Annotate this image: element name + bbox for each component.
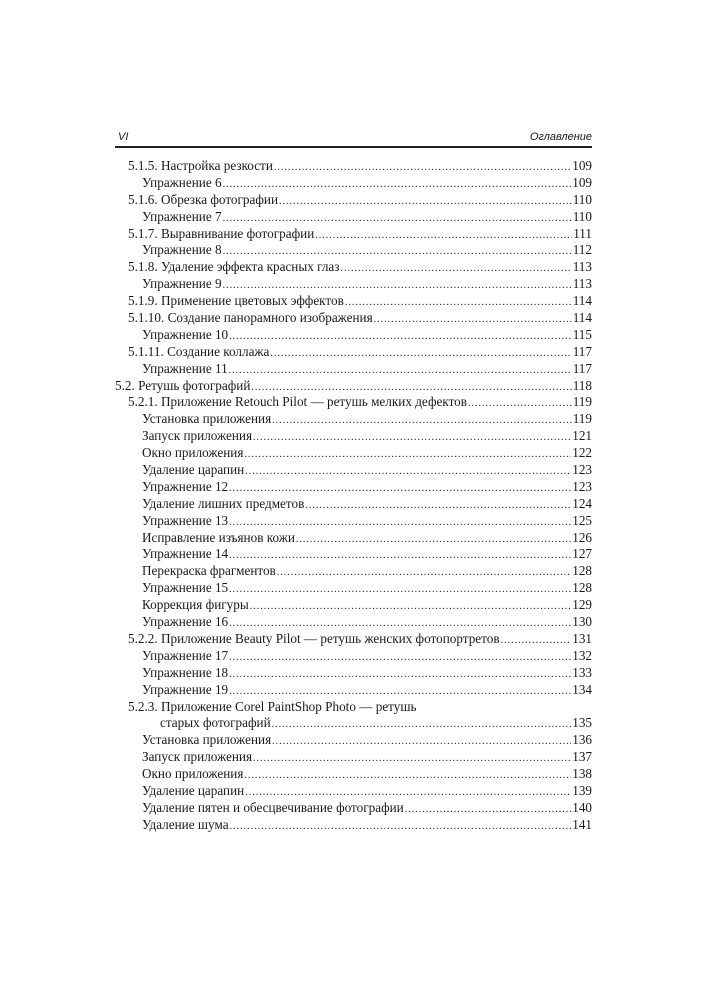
toc-entry[interactable] xyxy=(115,496,592,513)
toc-entry-label: 5.1.10. Создание панорамного изображения xyxy=(128,310,373,326)
toc-entry-page: 118 xyxy=(572,377,592,393)
table-of-contents xyxy=(115,158,592,834)
toc-entry-label: Коррекция фигуры xyxy=(142,597,249,613)
toc-entry[interactable] xyxy=(115,411,592,428)
toc-entry[interactable] xyxy=(115,749,592,766)
toc-entry-page: 114 xyxy=(572,293,592,309)
toc-entry[interactable] xyxy=(115,766,592,783)
dot-leader xyxy=(229,548,571,565)
toc-entry-heading-line xyxy=(115,699,592,716)
toc-entry[interactable] xyxy=(115,614,592,631)
toc-entry-label: Удаление царапин xyxy=(142,782,245,798)
toc-entry[interactable] xyxy=(115,682,592,699)
toc-entry[interactable] xyxy=(115,394,592,411)
toc-entry[interactable] xyxy=(115,192,592,209)
toc-entry-label: 5.2.3. Приложение Corel PaintShop Photo — ретушь xyxy=(128,698,417,714)
toc-entry-page: 123 xyxy=(572,478,592,494)
page-number: VI xyxy=(118,131,129,143)
toc-entry-page: 113 xyxy=(572,276,592,292)
toc-entry[interactable] xyxy=(115,563,592,580)
dot-leader xyxy=(405,802,571,819)
toc-entry-label: Упражнение 17 xyxy=(142,647,229,663)
toc-entry-page: 136 xyxy=(572,732,592,748)
toc-entry-label: Запуск приложения xyxy=(142,749,253,765)
toc-entry-page: 129 xyxy=(572,597,592,613)
toc-entry-label: Упражнение 15 xyxy=(142,580,229,596)
toc-entry[interactable] xyxy=(115,479,592,496)
toc-entry-label: Исправление изъянов кожи xyxy=(142,529,295,545)
toc-entry-label: 5.2.1. Приложение Retouch Pilot — ретушь мелких дефектов xyxy=(128,394,467,410)
toc-entry[interactable] xyxy=(115,665,592,682)
toc-entry-page: 119 xyxy=(572,411,592,427)
toc-entry-page: 110 xyxy=(572,208,592,224)
dot-leader xyxy=(272,413,572,430)
toc-entry-page: 109 xyxy=(572,158,592,173)
toc-entry[interactable] xyxy=(115,259,592,276)
toc-entry-label: Упражнение 9 xyxy=(142,276,222,292)
toc-entry[interactable] xyxy=(115,530,592,547)
dot-leader xyxy=(345,295,572,312)
toc-entry[interactable] xyxy=(115,513,592,530)
toc-entry-page: 122 xyxy=(572,445,592,461)
toc-entry-page: 132 xyxy=(572,647,592,663)
toc-entry-page: 140 xyxy=(572,799,592,815)
toc-entry-page: 121 xyxy=(572,428,592,444)
dot-leader xyxy=(277,565,571,582)
toc-entry-label: Удаление лишних предметов xyxy=(142,495,305,511)
toc-entry[interactable] xyxy=(115,462,592,479)
toc-entry-page: 117 xyxy=(572,343,592,359)
toc-entry-label: Упражнение 8 xyxy=(142,242,222,258)
toc-entry[interactable] xyxy=(115,428,592,445)
dot-leader xyxy=(245,464,571,481)
toc-entry-label: 5.2. Ретушь фотографий xyxy=(115,377,251,393)
dot-leader xyxy=(229,582,571,599)
toc-entry-page: 137 xyxy=(572,749,592,765)
toc-entry-label: 5.1.7. Выравнивание фотографии xyxy=(128,225,315,241)
toc-entry[interactable] xyxy=(115,344,592,361)
running-title: Оглавление xyxy=(529,131,592,143)
dot-leader xyxy=(279,194,572,211)
dot-leader xyxy=(305,498,571,515)
toc-entry-page: 114 xyxy=(572,310,592,326)
toc-entry-label: Упражнение 10 xyxy=(142,326,229,342)
toc-entry-page: 127 xyxy=(572,546,592,562)
toc-entry[interactable] xyxy=(115,276,592,293)
dot-leader xyxy=(270,346,571,363)
toc-entry-page: 125 xyxy=(572,512,592,528)
toc-entry-page: 128 xyxy=(572,563,592,579)
toc-entry-label: Удаление пятен и обесцвечивание фотографии xyxy=(142,799,404,815)
dot-leader xyxy=(230,819,572,836)
toc-entry-page: 126 xyxy=(572,529,592,545)
toc-entry[interactable] xyxy=(115,175,592,192)
toc-entry-page: 115 xyxy=(572,326,592,342)
toc-entry-label: Упражнение 14 xyxy=(142,546,229,562)
dot-leader xyxy=(272,717,572,734)
toc-entry-label: Упражнение 16 xyxy=(142,614,229,630)
toc-entry-label: Установка приложения xyxy=(142,411,272,427)
dot-leader xyxy=(229,667,571,684)
dot-leader xyxy=(468,396,572,413)
toc-entry[interactable] xyxy=(115,648,592,665)
toc-entry[interactable] xyxy=(115,715,592,732)
toc-entry-label: 5.1.11. Создание коллажа xyxy=(128,343,270,359)
toc-entry[interactable] xyxy=(115,783,592,800)
toc-entry[interactable] xyxy=(115,580,592,597)
toc-entry-page: 141 xyxy=(572,816,592,832)
dot-leader xyxy=(341,261,572,278)
toc-entry-page: 138 xyxy=(572,766,592,782)
toc-entry-page: 133 xyxy=(572,664,592,680)
toc-entry[interactable] xyxy=(115,361,592,378)
toc-entry-page: 119 xyxy=(572,394,592,410)
toc-entry-label: 5.1.5. Настройка резкости xyxy=(128,158,273,173)
toc-entry-page: 112 xyxy=(572,242,592,258)
toc-entry[interactable] xyxy=(115,732,592,749)
dot-leader xyxy=(296,532,571,549)
dot-leader xyxy=(374,312,572,329)
toc-entry[interactable] xyxy=(115,158,592,175)
toc-entry-label: 5.2.2. Приложение Beauty Pilot — ретушь женских фотопортретов xyxy=(128,630,500,646)
toc-entry-label: Упражнение 11 xyxy=(142,360,228,376)
toc-entry[interactable] xyxy=(115,226,592,243)
toc-entry-label: 5.1.6. Обрезка фотографии xyxy=(128,191,279,207)
toc-entry-page: 134 xyxy=(572,681,592,697)
toc-entry-page: 123 xyxy=(572,462,592,478)
dot-leader xyxy=(253,751,571,768)
dot-leader xyxy=(229,650,571,667)
toc-entry-label: Упражнение 7 xyxy=(142,208,222,224)
toc-entry-label: старых фотографий xyxy=(160,715,271,731)
toc-entry-label: Упражнение 13 xyxy=(142,512,229,528)
toc-entry-label: Перекраска фрагментов xyxy=(142,563,276,579)
toc-entry[interactable] xyxy=(115,209,592,226)
toc-entry-page: 124 xyxy=(572,495,592,511)
toc-entry-label: Окно приложения xyxy=(142,766,244,782)
toc-entry-label: Упражнение 6 xyxy=(142,174,222,190)
toc-entry-page: 117 xyxy=(572,360,592,376)
toc-entry[interactable] xyxy=(115,597,592,614)
dot-leader xyxy=(253,430,571,447)
toc-entry-page: 131 xyxy=(572,630,592,646)
toc-entry-label: Упражнение 12 xyxy=(142,478,229,494)
dot-leader xyxy=(501,633,572,650)
toc-entry[interactable] xyxy=(115,310,592,327)
toc-entry[interactable] xyxy=(115,800,592,817)
toc-entry-page: 128 xyxy=(572,580,592,596)
toc-entry-label: Окно приложения xyxy=(142,445,244,461)
toc-entry-label: 5.1.9. Применение цветовых эффектов xyxy=(128,293,344,309)
toc-entry-page: 109 xyxy=(572,174,592,190)
toc-entry-label: Запуск приложения xyxy=(142,428,253,444)
dot-leader xyxy=(244,447,571,464)
dot-leader xyxy=(244,768,571,785)
toc-entry-page: 111 xyxy=(573,225,592,241)
toc-entry-page: 130 xyxy=(572,614,592,630)
toc-entry[interactable] xyxy=(115,817,592,834)
toc-entry-label: Установка приложения xyxy=(142,732,272,748)
dot-leader xyxy=(272,734,571,751)
toc-entry-page: 139 xyxy=(572,782,592,798)
toc-entry[interactable] xyxy=(115,546,592,563)
toc-entry[interactable] xyxy=(115,293,592,310)
toc-entry-page: 113 xyxy=(572,259,592,275)
dot-leader xyxy=(229,363,572,380)
toc-entry[interactable] xyxy=(115,242,592,259)
toc-entry[interactable] xyxy=(115,378,592,395)
toc-entry-page: 135 xyxy=(572,715,592,731)
toc-entry-label: Удаление шума xyxy=(142,816,229,832)
toc-entry[interactable] xyxy=(115,445,592,462)
dot-leader xyxy=(229,329,572,346)
dot-leader xyxy=(274,160,571,177)
toc-entry-page: 110 xyxy=(572,191,592,207)
toc-entry-label: Упражнение 19 xyxy=(142,681,229,697)
dot-leader xyxy=(250,599,572,616)
running-header xyxy=(115,129,592,148)
toc-entry-label: 5.1.8. Удаление эффекта красных глаз xyxy=(128,259,340,275)
toc-entry-label: Удаление царапин xyxy=(142,462,245,478)
toc-entry[interactable] xyxy=(115,631,592,648)
toc-entry[interactable] xyxy=(115,327,592,344)
dot-leader xyxy=(315,228,572,245)
toc-entry-label: Упражнение 18 xyxy=(142,664,229,680)
